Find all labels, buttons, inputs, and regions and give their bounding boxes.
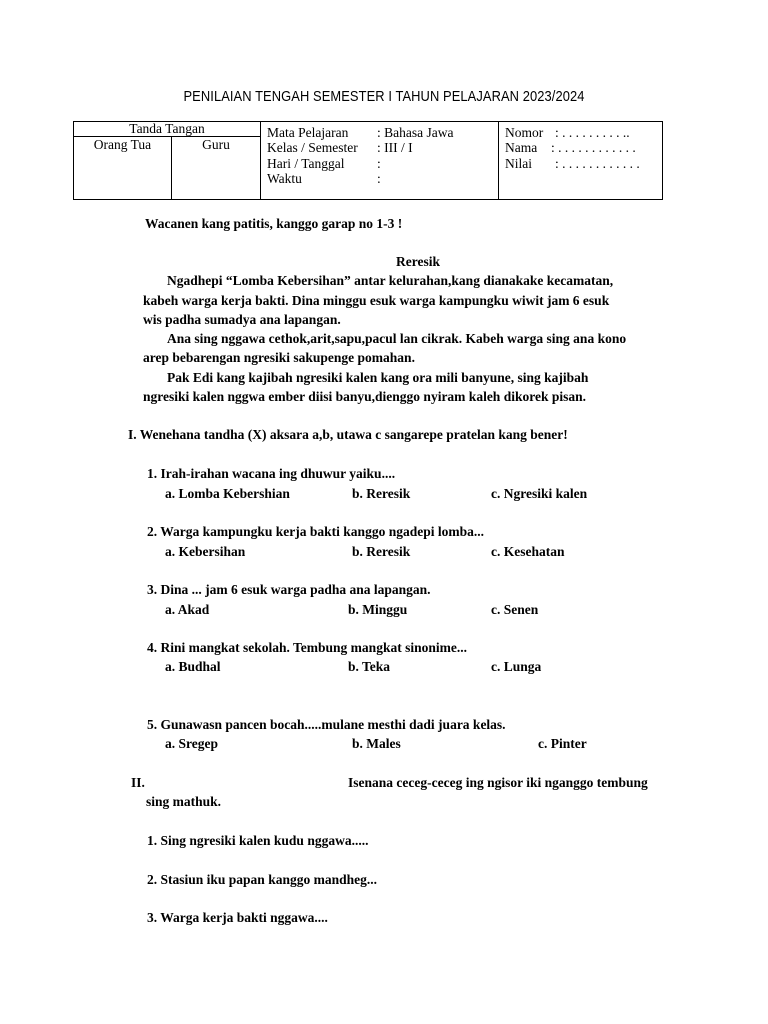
score-label: Nilai bbox=[505, 155, 532, 171]
option-c: c. Lunga bbox=[491, 659, 542, 674]
teacher-signature-cell bbox=[172, 137, 261, 200]
number-label: Nomor bbox=[505, 125, 544, 140]
time-value: : bbox=[377, 170, 381, 186]
subject-label: Mata Pelajaran bbox=[267, 125, 349, 140]
passage-line: ngresiki kalen nggwa ember diisi banyu,dienggo nyiram kaleh dikorek pisan. bbox=[143, 389, 586, 404]
option-b: b. Males bbox=[352, 736, 401, 751]
option-b: b. Reresik bbox=[352, 486, 411, 501]
exam-title: PENILAIAN TENGAH SEMESTER I TAHUN PELAJARAN 2023/2024 bbox=[183, 88, 585, 105]
passage-line: Pak Edi kang kajibah ngresiki kalen kang ora mili banyune, sing kajibah bbox=[167, 370, 589, 385]
fill-question-2: 2. Stasiun iku papan kanggo mandheg... bbox=[147, 872, 377, 887]
day-label: Hari / Tanggal bbox=[267, 155, 345, 171]
option-a: a. Budhal bbox=[165, 659, 221, 674]
subject-value: : Bahasa Jawa bbox=[377, 125, 454, 140]
student-info-cell bbox=[499, 122, 663, 200]
option-a: a. Akad bbox=[165, 602, 210, 617]
number-value: : . . . . . . . . . .. bbox=[555, 125, 630, 140]
teacher-label: Guru bbox=[202, 137, 230, 152]
question-3: 3. Dina ... jam 6 esuk warga padha ana lapangan. bbox=[147, 582, 431, 597]
passage-line: arep bebarengan ngresiki sakupenge pomahan. bbox=[143, 350, 415, 365]
section2-numeral: II. bbox=[131, 775, 145, 790]
fill-question-1: 1. Sing ngresiki kalen kudu nggawa..... bbox=[147, 833, 369, 848]
passage-title: Reresik bbox=[396, 254, 440, 269]
option-c: c. Kesehatan bbox=[491, 544, 565, 559]
header-table bbox=[73, 121, 663, 200]
signature-label: Tanda Tangan bbox=[74, 122, 261, 137]
passage-line: wis padha sumadya ana lapangan. bbox=[143, 312, 341, 327]
option-a: a. Lomba Kebershian bbox=[165, 486, 290, 501]
question-4: 4. Rini mangkat sekolah. Tembung mangkat sinonime... bbox=[147, 640, 467, 655]
parent-label: Orang Tua bbox=[93, 137, 152, 152]
section2-heading: Isenana ceceg-ceceg ing ngisor iki nganggo tembung bbox=[348, 775, 648, 790]
time-label: Waktu bbox=[267, 170, 302, 186]
passage-line: Ana sing nggawa cethok,arit,sapu,pacul lan cikrak. Kabeh warga sing ana kono bbox=[167, 331, 627, 346]
subject-info-cell bbox=[261, 122, 499, 200]
option-a: a. Kebersihan bbox=[165, 544, 246, 559]
instruction: Wacanen kang patitis, kanggo garap no 1-3 ! bbox=[145, 216, 403, 231]
day-value: : bbox=[377, 155, 381, 171]
fill-question-3: 3. Warga kerja bakti nggawa.... bbox=[147, 910, 328, 925]
question-1: 1. Irah-irahan wacana ing dhuwur yaiku.... bbox=[147, 466, 396, 481]
section1-heading: I. Wenehana tandha (X) aksara a,b, utawa c sangarepe pratelan kang bener! bbox=[128, 427, 568, 442]
option-c: c. Senen bbox=[491, 602, 539, 617]
parent-signature-cell bbox=[74, 137, 172, 200]
class-value: : III / I bbox=[377, 140, 413, 156]
option-c: c. Ngresiki kalen bbox=[491, 486, 588, 501]
question-2: 2. Warga kampungku kerja bakti kanggo ngadepi lomba... bbox=[147, 524, 484, 539]
option-a: a. Sregep bbox=[165, 736, 218, 751]
option-c: c. Pinter bbox=[538, 736, 587, 751]
name-value: : . . . . . . . . . . . . bbox=[551, 140, 636, 156]
question-5: 5. Gunawasn pancen bocah.....mulane mesthi dadi juara kelas. bbox=[147, 717, 506, 732]
option-b: b. Teka bbox=[348, 659, 391, 674]
score-value: : . . . . . . . . . . . . bbox=[555, 155, 640, 171]
passage-line: kabeh warga kerja bakti. Dina minggu esuk warga kampungku wiwit jam 6 esuk bbox=[143, 293, 610, 308]
option-b: b. Reresik bbox=[352, 544, 411, 559]
passage-line: Ngadhepi “Lomba Kebersihan” antar kelurahan,kang dianakake kecamatan, bbox=[167, 273, 614, 288]
option-b: b. Minggu bbox=[348, 602, 408, 617]
name-label: Nama bbox=[505, 140, 538, 156]
section2-heading-cont: sing mathuk. bbox=[146, 794, 222, 809]
class-label: Kelas / Semester bbox=[267, 140, 358, 156]
